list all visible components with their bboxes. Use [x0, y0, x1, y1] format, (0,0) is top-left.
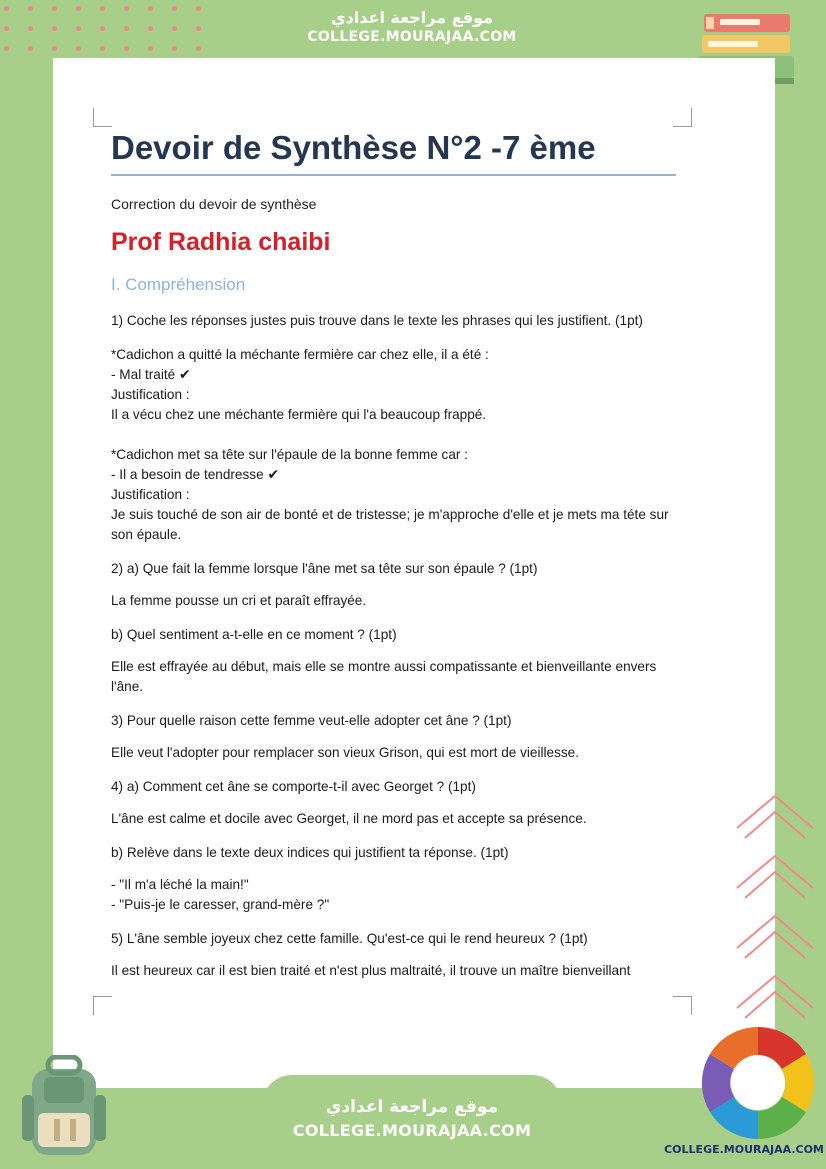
- crop-mark: [93, 996, 112, 1015]
- decorative-dot: [100, 46, 105, 51]
- question-3: 3) Pour quelle raison cette femme veut-elle adopter cet âne ? (1pt): [111, 713, 512, 728]
- decorative-dot: [76, 46, 81, 51]
- author-name: Prof Radhia chaibi: [111, 228, 331, 256]
- document-title: Devoir de Synthèse N°2 -7 ème: [111, 129, 596, 166]
- crop-mark: [673, 108, 692, 127]
- answer: - "Il m'a léché la main!": [111, 877, 249, 892]
- site-url[interactable]: COLLEGE.MOURAJAA.COM: [292, 1121, 532, 1140]
- check-icon: ✔: [179, 367, 191, 383]
- backpack-icon: [14, 1055, 114, 1165]
- bottom-banner: [262, 1075, 562, 1169]
- site-arabic-name: موقع مراجعة اعدادي: [325, 1097, 499, 1117]
- answer: La femme pousse un cri et paraît effrayée.: [111, 593, 367, 608]
- decorative-dot: [148, 26, 153, 31]
- question-5: 5) L'âne semble joyeux chez cette famille. Qu'est-ce qui le rend heureux ? (1pt): [111, 931, 588, 946]
- decorative-dot: [28, 6, 33, 11]
- document-subtitle: Correction du devoir de synthèse: [111, 196, 317, 212]
- site-logo-text: COLLEGE.MOURAJAA.COM: [664, 1143, 824, 1156]
- decorative-dot: [4, 6, 9, 11]
- decorative-dot: [76, 6, 81, 11]
- site-arabic-name: موقع مراجعة اعدادي: [330, 8, 494, 27]
- decorative-dot: [52, 46, 57, 51]
- decorative-dot: [100, 6, 105, 11]
- answer: Je suis touché de son air de bonté et de tristesse; je m'approche d'elle et je mets ma téte sur son épaule.: [111, 507, 669, 542]
- decorative-dot: [4, 46, 9, 51]
- answer: Il est heureux car il est bien traité et n'est plus maltraité, il trouve un maître bienveillant: [111, 963, 631, 978]
- chevron-up-icon: [735, 790, 815, 1030]
- decorative-dot: [148, 6, 153, 11]
- crop-mark: [673, 996, 692, 1015]
- site-logo-icon: [696, 1024, 820, 1142]
- decorative-dot: [124, 26, 129, 31]
- answer: Elle est effrayée au début, mais elle se montre aussi compatissante et bienveillante envers l'âne.: [111, 659, 657, 694]
- decorative-dot: [196, 6, 201, 11]
- justification-label: Justification :: [111, 487, 190, 502]
- decorative-dot: [172, 6, 177, 11]
- statement: *Cadichon met sa tête sur l'épaule de la bonne femme car :: [111, 447, 468, 462]
- decorative-dot: [124, 6, 129, 11]
- check-icon: ✔: [267, 467, 280, 483]
- decorative-dot: [172, 26, 177, 31]
- decorative-dot: [172, 46, 177, 51]
- decorative-dot: [28, 26, 33, 31]
- decorative-dot: [124, 46, 129, 51]
- decorative-dot: [4, 26, 9, 31]
- section-heading: I. Compréhension: [111, 275, 246, 294]
- decorative-dot: [28, 46, 33, 51]
- answer: - "Puis-je le caresser, grand-mère ?": [111, 897, 330, 912]
- question-2a: 2) a) Que fait la femme lorsque l'âne met sa tête sur son épaule ? (1pt): [111, 561, 538, 576]
- decorative-dot: [76, 26, 81, 31]
- question-4b: b) Relève dans le texte deux indices qui justifient ta réponse. (1pt): [111, 845, 509, 860]
- decorative-dot: [52, 6, 57, 11]
- checked-answer: - Il a besoin de tendresse ✔: [111, 467, 280, 483]
- checked-answer: - Mal traité ✔: [111, 367, 191, 383]
- decorative-dots: [0, 0, 210, 60]
- statement: *Cadichon a quitté la méchante fermière car chez elle, il a été :: [111, 347, 489, 362]
- question-2b: b) Quel sentiment a-t-elle en ce moment ? (1pt): [111, 627, 397, 642]
- top-banner: [262, 0, 562, 58]
- justification-label: Justification :: [111, 387, 190, 402]
- decorative-dot: [196, 46, 201, 51]
- title-underline: [111, 174, 676, 176]
- decorative-dot: [100, 26, 105, 31]
- decorative-dot: [52, 26, 57, 31]
- document-content: [111, 128, 676, 981]
- decorative-dot: [196, 26, 201, 31]
- question-1: 1) Coche les réponses justes puis trouve dans le texte les phrases qui les justifient. (1pt): [111, 313, 643, 328]
- crop-mark: [93, 108, 112, 127]
- answer: Il a vécu chez une méchante fermière qui l'a beaucoup frappé.: [111, 407, 487, 422]
- document-page: [53, 58, 775, 1088]
- answer: L'âne est calme et docile avec Georget, il ne mord pas et accepte sa présence.: [111, 811, 587, 826]
- answer: Elle veut l'adopter pour remplacer son vieux Grison, qui est mort de vieillesse.: [111, 745, 580, 760]
- site-url[interactable]: COLLEGE.MOURAJAA.COM: [307, 29, 517, 45]
- decorative-dot: [148, 46, 153, 51]
- question-4a: 4) a) Comment cet âne se comporte-t-il avec Georget ? (1pt): [111, 779, 476, 794]
